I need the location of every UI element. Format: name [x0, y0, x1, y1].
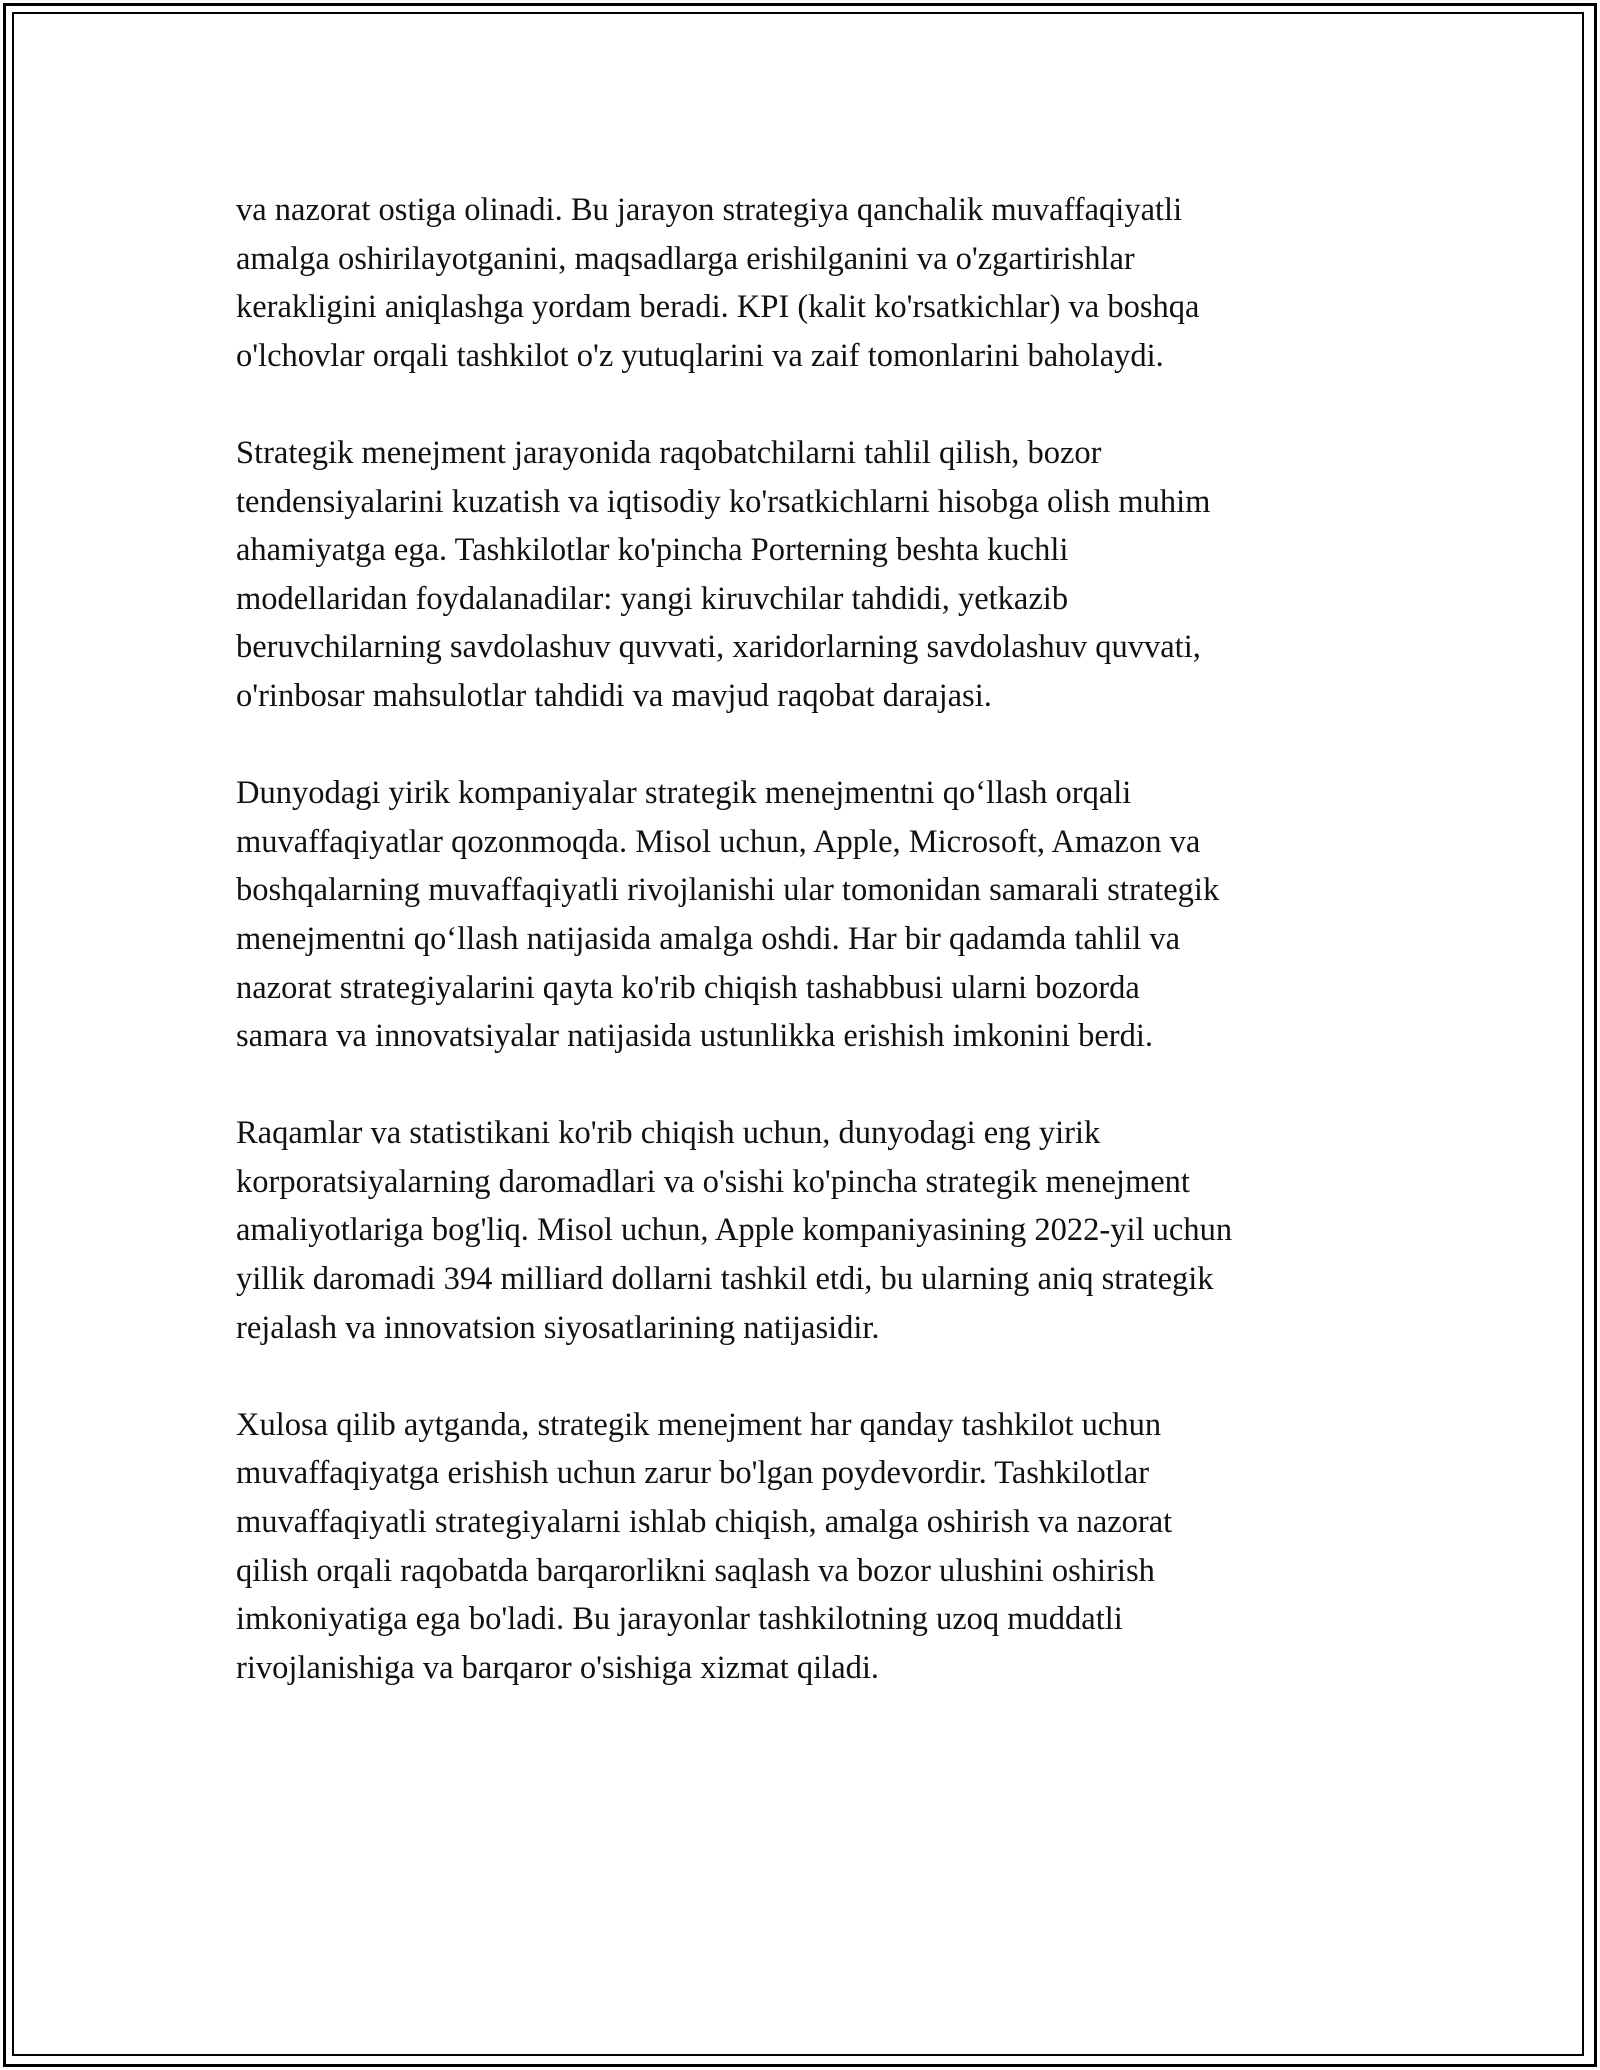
text-line: Xulosa qilib aytganda, strategik menejment har qanday tashkilot uchun [236, 1406, 1162, 1443]
text-line: o'rinbosar mahsulotlar tahdidi va mavjud raqobat darajasi. [236, 677, 992, 714]
text-line: Strategik menejment jarayonida raqobatchilarni tahlil qilish, bozor [236, 434, 1102, 471]
paragraph-2 [236, 429, 1366, 721]
document-body [236, 186, 1366, 1741]
text-line: muvaffaqiyatli strategiyalarni ishlab chiqish, amalga oshirish va nazorat [236, 1504, 1173, 1541]
text-line: rejalash va innovatsion siyosatlarining natijasidir. [236, 1309, 880, 1346]
text-line: samara va innovatsiyalar natijasida ustunlikka erishish imkonini berdi. [236, 1018, 1154, 1055]
text-line: menejmentni qoʻllash natijasida amalga oshdi. Har bir qadamda tahlil va [236, 920, 1181, 957]
text-line: qilish orqali raqobatda barqarorlikni saqlash va bozor ulushini oshirish [236, 1552, 1155, 1589]
text-line: Dunyodagi yirik kompaniyalar strategik menejmentni qoʻllash orqali [236, 775, 1132, 812]
paragraph-1 [236, 186, 1366, 380]
text-line: yillik daromadi 394 milliard dollarni tashkil etdi, bu ularning aniq strategik [236, 1261, 1214, 1298]
text-line: beruvchilarning savdolashuv quvvati, xaridorlarning savdolashuv quvvati, [236, 629, 1201, 666]
text-line: va nazorat ostiga olinadi. Bu jarayon strategiya qanchalik muvaffaqiyatli [236, 192, 1183, 228]
text-line: tendensiyalarini kuzatish va iqtisodiy ko'rsatkichlarni hisobga olish muhim [236, 483, 1211, 520]
text-line: muvaffaqiyatlar qozonmoqda. Misol uchun, Apple, Microsoft, Amazon va [236, 823, 1201, 860]
text-line: modellaridan foydalanadilar: yangi kiruvchilar tahdidi, yetkazib [236, 580, 1069, 617]
text-line: amaliyotlariga bog'liq. Misol uchun, Apple kompaniyasining 2022-yil uchun [236, 1212, 1233, 1249]
text-line: korporatsiyalarning daromadlari va o'sishi ko'pincha strategik menejment [236, 1163, 1190, 1200]
paragraph-5 [236, 1401, 1366, 1693]
text-line: ahamiyatga ega. Tashkilotlar ko'pincha Porterning beshta kuchli [236, 532, 1069, 569]
paragraph-4 [236, 1109, 1366, 1352]
text-line: imkoniyatiga ega bo'ladi. Bu jarayonlar tashkilotning uzoq muddatli [236, 1601, 1123, 1638]
text-line: Raqamlar va statistikani ko'rib chiqish uchun, dunyodagi eng yirik [236, 1115, 1101, 1152]
text-line: rivojlanishiga va barqaror o'sishiga xizmat qiladi. [236, 1649, 880, 1686]
text-line: nazorat strategiyalarini qayta ko'rib chiqish tashabbusi ularni bozorda [236, 969, 1140, 1006]
text-line: amalga oshirilayotganini, maqsadlarga erishilganini va o'zgartirishlar [236, 240, 1135, 277]
text-line: boshqalarning muvaffaqiyatli rivojlanishi ular tomonidan samarali strategik [236, 872, 1220, 909]
text-line: muvaffaqiyatga erishish uchun zarur bo'lgan poydevordir. Tashkilotlar [236, 1455, 1150, 1492]
text-line: o'lchovlar orqali tashkilot o'z yutuqlarini va zaif tomonlarini baholaydi. [236, 337, 1164, 374]
text-line: kerakligini aniqlashga yordam beradi. KPI (kalit ko'rsatkichlar) va boshqa [236, 289, 1200, 326]
paragraph-3 [236, 769, 1366, 1061]
